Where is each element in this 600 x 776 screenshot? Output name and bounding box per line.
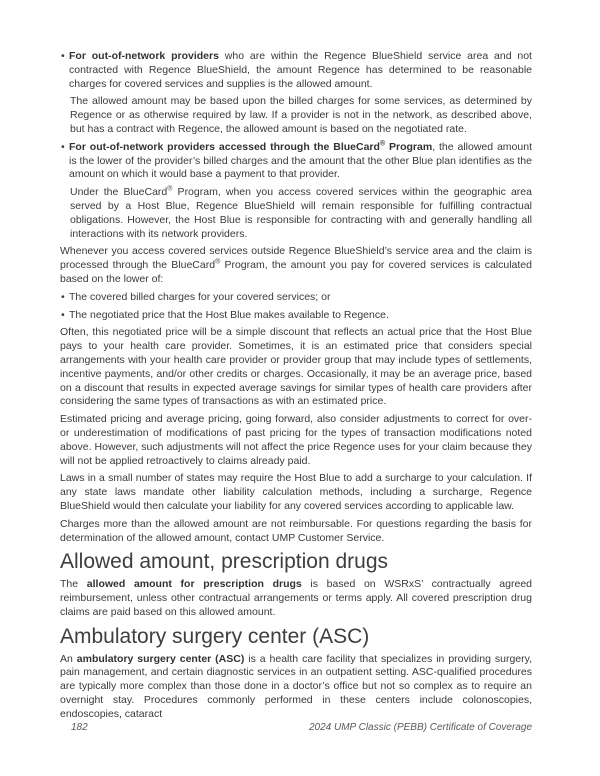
bullet-text: For out-of-network providers who are within the Regence BlueShield service area and not contracted with Regence BlueShield, the amount Regence has determined to be reasonable charges for covered services and supplies is the allowed amount. [69,50,532,90]
para-ambulatory-surgery-center: An ambulatory surgery center (ASC) is a health care facility that specializes in providing surgery, pain management, and certain diagnostic services in an outpatient setting. ASC-qualified procedures are typically more complex than those done in a doctor’s office but not so complex as to require an overnight stay. Procedures commonly performed in these centers include colonoscopies, endoscopies, cataract [60,652,533,720]
bullet-covered-billed-charges [60,291,532,305]
bullet-marker: • [61,50,65,62]
bullet-out-of-network [60,50,532,91]
para-whenever-outside-service-area: Whenever you access covered services outside Regence BlueShield’s service area and the claim is processed through the BlueCard® Program, the amount you pay for covered services is calculated based on the lower of: [60,245,532,285]
para-allowed-amount-billed-charges: The allowed amount may be based upon the billed charges for some services, as determined by Regence or as otherwise required by law. If a provider is not in the network, as described above, but has a contract with Regence, the allowed amount is based on the negotiated rate. [70,95,532,135]
para-state-laws-surcharge: Laws in a small number of states may require the Host Blue to add a surcharge to your calculation. If any state laws mandate other liability calculation methods, including a surcharge, Regence BlueShield would then calculate your liability for any covered services according to applicable law. [60,472,532,512]
para-negotiated-price-discount: Often, this negotiated price will be a simple discount that reflects an actual price that the Host Blue pays to your health care provider. Sometimes, it is an estimated price that considers special arrangements with your health care provider or provider group that may include types of settlements, incentive payments, and/or other credits or charges. Occasionally, it may be an average price, based on a discount that results in expected average savings for similar types of health care providers after considering the same types of transactions as with an estimated price. [60,326,532,408]
bullet-negotiated-price [60,309,532,323]
bullet-text: The covered billed charges for your covered services; or [69,290,331,303]
para-estimated-pricing: Estimated pricing and average pricing, going forward, also consider adjustments to correct for over- or underestimation of modifications of past pricing for the types of transaction modifications noted above. However, such adjustments will not affect the price Regence uses for your claim because they will not be applied retroactively to claims already paid. [60,413,532,467]
para-under-bluecard: Under the BlueCard® Program, when you access covered services within the geographic area served by a Host Blue, Regence BlueShield will remain responsible for fulfilling contractual obligations. However, the Host Blue is responsible for contracting with and generally handling all interactions with its network providers. [70,185,532,240]
bullet-marker: • [61,140,65,153]
page-footer [60,722,532,733]
heading-ambulatory-surgery-center: Ambulatory surgery center (ASC) [60,624,370,648]
para-charges-not-reimbursable: Charges more than the allowed amount are not reimbursable. For questions regarding the basis for determination of the allowed amount, contact UMP Customer Service. [60,517,532,544]
heading-allowed-amount-prescription-drugs: Allowed amount, prescription drugs [60,550,389,574]
para-allowed-amount-prescription-drugs: The allowed amount for prescription drugs is based on WSRxS’ contractually agreed reimbursement, unless other contractual arrangements or terms apply. All covered prescription drug claims are paid based on this allowed amount. [60,578,532,618]
bullet-text: For out-of-network providers accessed through the BlueCard® Program, the allowed amount is the lower of the provider’s billed charges and the amount that the other Blue plan identifies as the amount on which it would base a payment to that provider. [69,140,532,181]
bullet-bluecard-program [60,141,532,182]
bullet-marker: • [61,290,65,303]
footer-page-number: 182 [71,722,88,733]
bullet-text: The negotiated price that the Host Blue makes available to Regence. [69,308,389,321]
bullet-marker: • [61,308,65,321]
footer-doc-title: 2024 UMP Classic (PEBB) Certificate of Coverage [308,722,532,733]
